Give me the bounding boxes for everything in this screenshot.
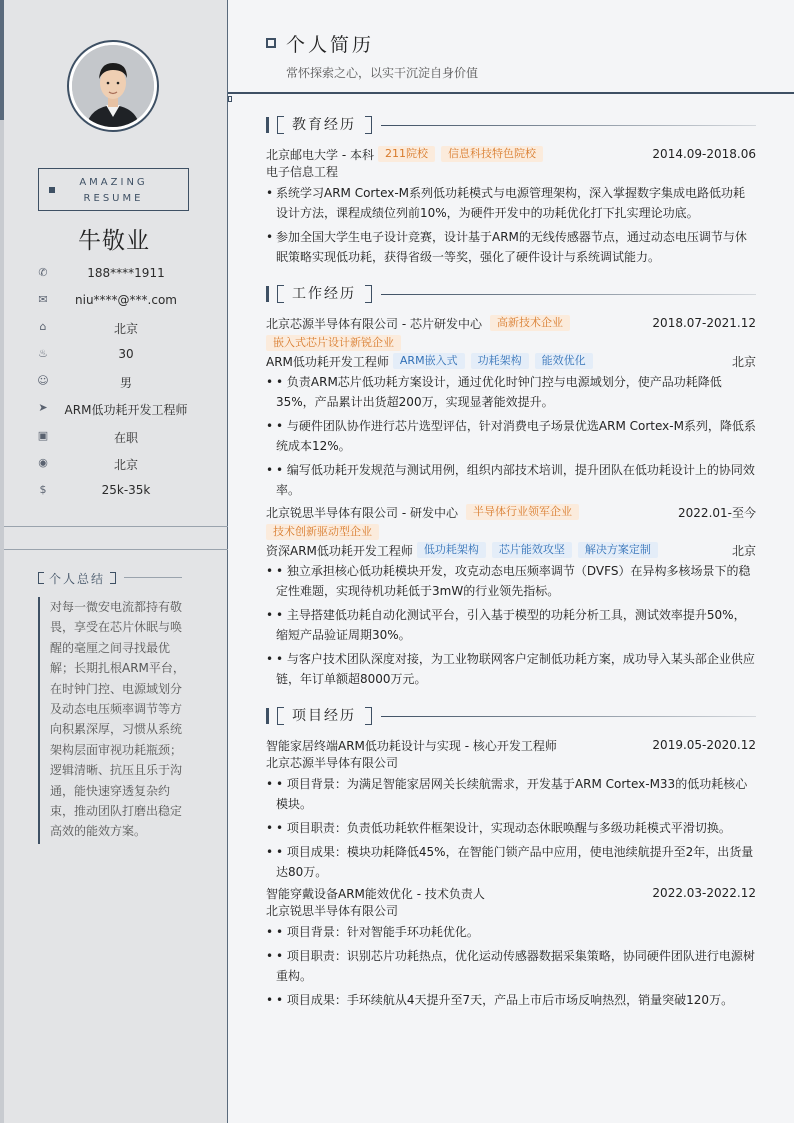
- list-item: • • 项目职责：识别芯片功耗热点，优化运动传感器数据采集策略，协同硬件团队进行电源树重构。: [266, 946, 756, 986]
- company-tag-row: [266, 332, 756, 352]
- sidebar: [0, 0, 228, 1123]
- school-name: 北京邮电大学 - 本科: [266, 147, 374, 162]
- list-item: • • 项目背景：为满足智能家居网关长续航需求，开发基于ARM Cortex-M33的低功耗核心模块。: [266, 774, 756, 814]
- project-entry: [266, 884, 756, 1014]
- home-icon: ⌂: [39, 320, 47, 334]
- bracket-left-icon: [38, 572, 44, 584]
- contact-info-list: [36, 266, 216, 510]
- work-city: 北京: [731, 543, 756, 558]
- company-tag-row: [266, 521, 756, 541]
- bracket-right-icon: [365, 707, 372, 725]
- bracket-right-icon: [365, 116, 372, 134]
- resume-badge: [38, 168, 189, 211]
- summary-title: 个人总结: [49, 572, 106, 586]
- school-tag: 211院校: [378, 146, 435, 162]
- summary-heading: [38, 570, 116, 587]
- info-text: ARM低功耗开发工程师: [64, 403, 188, 418]
- mail-icon: ✉: [38, 293, 48, 307]
- education-major: 电子信息工程: [266, 165, 339, 179]
- profile-photo: [72, 45, 154, 127]
- section-title: 工作经历: [292, 286, 356, 302]
- company-tag: 技术创新驱动型企业: [266, 524, 379, 540]
- info-status: [36, 429, 216, 456]
- school-tag: 信息科技特色院校: [441, 146, 543, 162]
- work-company-group: [266, 315, 570, 332]
- section-line: [381, 716, 756, 717]
- education-entry: [266, 145, 756, 271]
- profile-photo-illustration: [72, 45, 154, 127]
- badge-line-2: RESUME: [83, 193, 144, 204]
- company-name: 北京芯源半导体有限公司 - 芯片研发中心: [266, 316, 482, 331]
- salary-icon: $: [39, 482, 47, 496]
- list-item: • • 项目成果：模块功耗降低45%，在智能门锁产品中应用，使电池续航提升至2年，出货量达80万。: [266, 842, 756, 882]
- info-target-role: [36, 401, 216, 428]
- title-square-icon: [266, 38, 276, 48]
- list-item: • • 编写低功耗开发规范与测试用例，组织内部技术培训，提升团队在低功耗设计上的协同效率。: [266, 460, 756, 500]
- work-entry: [266, 503, 756, 693]
- project-date: 2019.05-2020.12: [652, 738, 756, 752]
- section-line: [381, 125, 756, 126]
- sidebar-stripe-accent: [0, 0, 4, 120]
- skill-tag: 芯片能效攻坚: [492, 542, 572, 558]
- company-tag: 嵌入式芯片设计新锐企业: [266, 335, 401, 351]
- skill-tag: 解决方案定制: [578, 542, 658, 558]
- section-title: 教育经历: [292, 117, 356, 133]
- section-heading-work: [266, 285, 756, 303]
- phone-icon: ✆: [38, 266, 48, 279]
- avatar: [67, 40, 159, 132]
- section-heading-projects: [266, 707, 756, 725]
- role-row: [266, 541, 756, 559]
- list-item: • • 与硬件团队协作进行芯片选型评估，针对消费电子场景优选ARM Cortex-M系列，降低系统成本12%。: [266, 416, 756, 456]
- badge-line-1: AMAZING: [79, 177, 148, 188]
- project-name: 智能穿戴设备ARM能效优化 - 技术负责人: [266, 886, 485, 901]
- info-location: [36, 456, 216, 483]
- list-item: • • 与客户技术团队深度对接，为工业物联网客户定制低功耗方案，成功导入某头部企业供应链，年订单额超8000万元。: [266, 649, 756, 689]
- section-line: [381, 294, 756, 295]
- skill-tag: 低功耗架构: [417, 542, 486, 558]
- info-salary: [36, 483, 216, 510]
- education-bullets: [266, 183, 756, 267]
- project-header-row: [266, 736, 756, 754]
- project-name: 智能家居终端ARM低功耗设计与实现 - 核心开发工程师: [266, 738, 557, 753]
- project-entry: [266, 736, 756, 886]
- section-bar-icon: [266, 286, 269, 302]
- info-age: [36, 347, 216, 374]
- education-header-row: [266, 145, 756, 163]
- list-item: • 参加全国大学生电子设计竞赛，设计基于ARM的无线传感器节点，通过动态电压调节与休眠策略实现低功耗，获得省级一等奖，强化了硬件设计与系统调试能力。: [266, 227, 756, 267]
- work-entry: [266, 314, 756, 504]
- info-text: 188****1911: [87, 266, 165, 280]
- skill-tag: ARM嵌入式: [393, 353, 465, 369]
- cake-icon: ♨: [38, 347, 48, 361]
- list-item: • • 项目背景：针对智能手环功耗优化。: [266, 922, 756, 942]
- section-bar-icon: [266, 117, 269, 133]
- badge-square-icon: [49, 187, 55, 193]
- work-bullets: [266, 372, 756, 500]
- list-item: • 系统学习ARM Cortex-M系列低功耗模式与电源管理架构，深入掌握数字集成电路低功耗设计方法，课程成绩位列前10%，为硬件开发中的功耗优化打下扎实理论功底。: [266, 183, 756, 223]
- skill-tag: 功耗架构: [471, 353, 529, 369]
- info-text: niu****@***.com: [75, 293, 177, 308]
- info-text: 30: [118, 347, 134, 362]
- bracket-left-icon: [277, 707, 284, 725]
- project-bullets: [266, 922, 756, 1010]
- role-group: [266, 542, 658, 559]
- info-text: 在职: [113, 430, 138, 445]
- info-gender: [36, 374, 216, 401]
- work-bullets: [266, 561, 756, 689]
- info-text: 北京: [113, 322, 138, 337]
- project-header-row: [266, 884, 756, 902]
- work-date: 2018.07-2021.12: [652, 316, 756, 330]
- education-date: 2014.09-2018.06: [652, 147, 756, 161]
- project-company: 北京芯源半导体有限公司: [266, 756, 399, 770]
- role-title: 资深ARM低功耗开发工程师: [266, 543, 413, 558]
- info-email: [36, 293, 216, 320]
- role-title: ARM低功耗开发工程师: [266, 354, 389, 369]
- bracket-right-icon: [365, 285, 372, 303]
- page-subtitle: 常怀探索之心，以实干沉淀自身价值: [286, 66, 479, 80]
- list-item: • • 独立承担核心低功耗模块开发，攻克动态电压频率调节（DVFS）在异构多核场景下的稳定性难题，实现待机功耗低于3mW的行业领先指标。: [266, 561, 756, 601]
- main-content: [228, 0, 794, 1123]
- sidebar-stripe: [0, 0, 4, 1123]
- summary-text: 对每一微安电流都持有敬畏，享受在芯片休眠与唤醒的毫厘之间寻找最优解；长期扎根ARM平台，在时钟门控、电源域划分及动态电压频率调节等方向积累深厚，习惯从系统架构层面审视功耗瓶颈；逻辑清晰、抗压且乐于沟通，能快速穿透复杂约束，推动团队打磨出稳定高效的能效方案。: [38, 597, 185, 844]
- info-phone: [36, 266, 216, 293]
- section-bar-icon: [266, 708, 269, 724]
- section-heading-education: [266, 116, 756, 134]
- sidebar-divider: [4, 526, 228, 527]
- work-date: 2022.01-至今: [678, 505, 756, 520]
- page-title: 个人简历: [286, 34, 375, 56]
- company-tag: 半导体行业领军企业: [466, 504, 579, 520]
- project-date: 2022.03-2022.12: [652, 886, 756, 900]
- bracket-left-icon: [277, 116, 284, 134]
- face-icon: ☺: [37, 374, 49, 388]
- work-header-row: [266, 503, 756, 521]
- list-item: • • 项目成果：手环续航从4天提升至7天，产品上市后市场反响热烈，销量突破120万。: [266, 990, 756, 1010]
- info-text: 男: [119, 376, 132, 391]
- role-group: [266, 353, 593, 370]
- briefcase-icon: ▣: [37, 428, 49, 442]
- company-name: 北京锐思半导体有限公司 - 研发中心: [266, 505, 458, 520]
- work-city: 北京: [731, 354, 756, 369]
- section-title: 项目经历: [292, 708, 356, 724]
- sidebar-divider: [4, 549, 228, 550]
- info-home: [36, 320, 216, 347]
- project-bullets: [266, 774, 756, 882]
- bracket-left-icon: [277, 285, 284, 303]
- work-company-group: [266, 504, 579, 521]
- info-text: 25k-35k: [101, 482, 151, 497]
- info-text: 北京: [113, 457, 138, 472]
- location-pin-icon: ◉: [38, 455, 48, 469]
- company-tag: 高新技术企业: [490, 315, 570, 331]
- candidate-name: 牛敬业: [78, 228, 150, 254]
- header-rule: [228, 92, 794, 94]
- bracket-right-icon: [110, 572, 116, 584]
- send-icon: ➤: [38, 401, 48, 415]
- list-item: • • 主导搭建低功耗自动化测试平台，引入基于模型的功耗分析工具，测试效率提升50%，缩短产品验证周期30%。: [266, 605, 756, 645]
- work-header-row: [266, 314, 756, 332]
- summary-heading-line: [124, 577, 182, 578]
- skill-tag: 能效优化: [535, 353, 593, 369]
- education-school-group: [266, 146, 543, 163]
- role-row: [266, 352, 756, 370]
- list-item: • • 负责ARM芯片低功耗方案设计，通过优化时钟门控与电源域划分，使产品功耗降低35%，产品累计出货超200万，实现显著能效提升。: [266, 372, 756, 412]
- list-item: • • 项目职责：负责低功耗软件框架设计，实现动态休眠唤醒与多级功耗模式平滑切换。: [266, 818, 756, 838]
- rule-marker-icon: [228, 96, 232, 102]
- project-company: 北京锐思半导体有限公司: [266, 904, 399, 918]
